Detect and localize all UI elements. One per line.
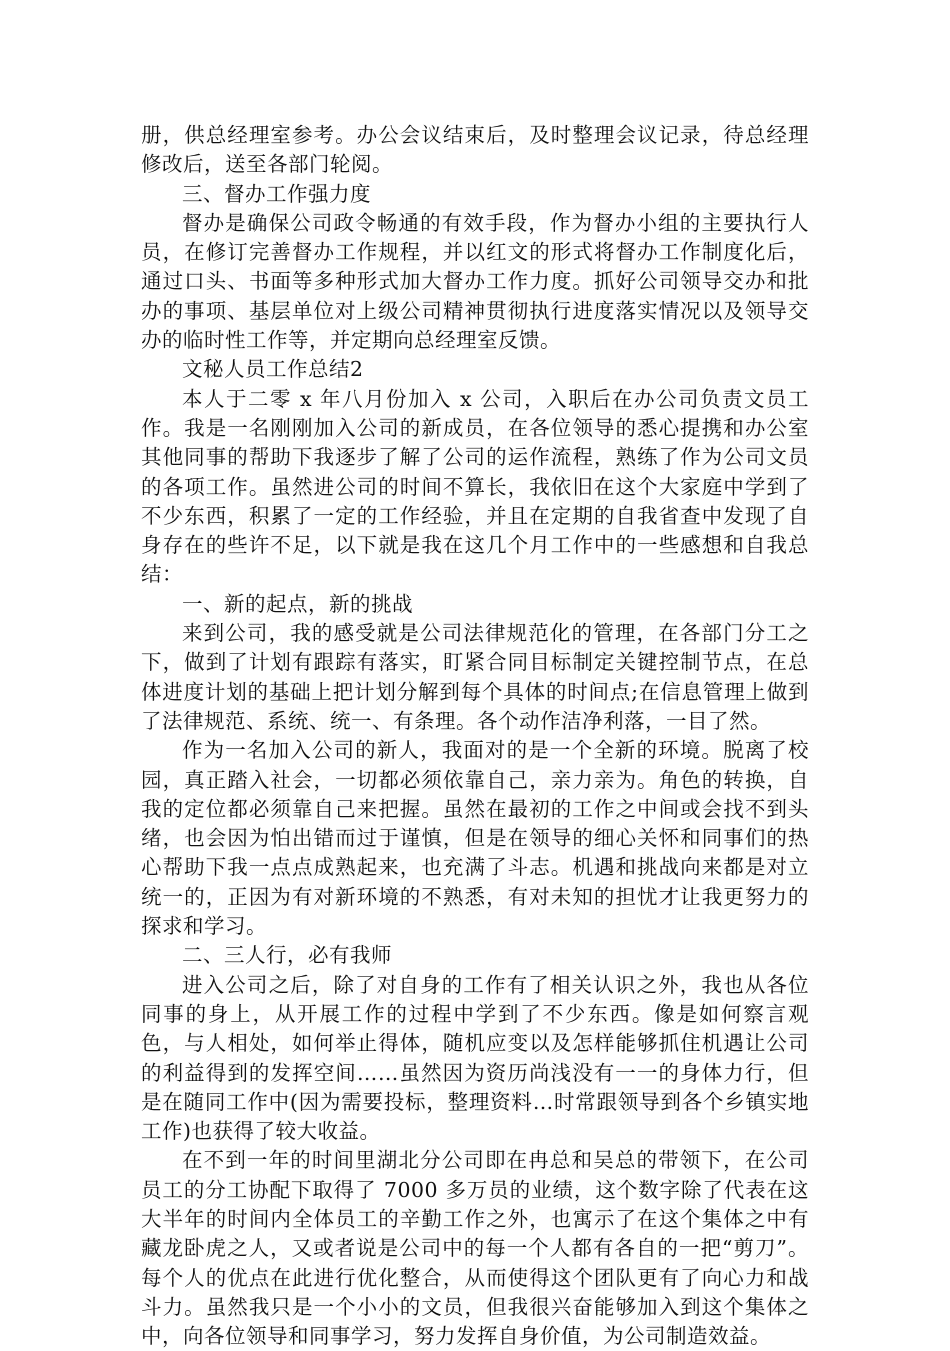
section-heading-supervision: 三、督办工作强力度 [182,181,371,206]
paragraph-continuation: 册，供总经理室参考。办公会议结束后，及时整理会议记录，待总经理修改后，送至各部门轮阅。 [141,123,809,177]
section-heading-new-start: 一、新的起点，新的挑战 [182,591,413,616]
document-body [141,121,809,1351]
paragraph: 来到公司，我的感受就是公司法律规范化的管理，在各部门分工之下，做到了计划有跟踪有落实，盯紧合同目标制定关键控制节点，在总体进度计划的基础上把计划分解到每个具体的时间点;在信息管理上做到了法律规范、系统、统一、有条理。各个动作洁净利落，一目了然。 [141,621,809,733]
paragraph: 督办是确保公司政令畅通的有效手段，作为督办小组的主要执行人员，在修订完善督办工作规程，并以红文的形式将督办工作制度化后，通过口头、书面等多种形式加大督办工作力度。抓好公司领导交办和批办的事项、基层单位对上级公司精神贯彻执行进度落实情况以及领导交办的临时性工作等，并定期向总经理室反馈。 [141,210,809,353]
paragraph: 本人于二零 x 年八月份加入 x 公司，入职后在办公司负责文员工作。我是一名刚刚加入公司的新成员，在各位领导的悉心提携和办公室其他同事的帮助下我逐步了解了公司的运作流程，熟练了作为公司文员的各项工作。虽然进公司的时间不算长，我依旧在这个大家庭中学到了不少东西，积累了一定的工作经验，并且在定期的自我省查中发现了自身存在的些许不足，以下就是我在这几个月工作中的一些感想和自我总结： [141,386,809,587]
paragraph: 在不到一年的时间里湖北分公司即在冉总和吴总的带领下，在公司员工的分工协配下取得了 7000 多万员的业绩，这个数字除了代表在这大半年的时间内全体员工的辛勤工作之外，也寓示了在这个集体之中有藏龙卧虎之人，又或者说是公司中的每一个人都有各自的一把“剪刀”。每个人的优点在此进行优化整合，从而使得这个团队更有了向心力和战斗力。虽然我只是一个小小的文员，但我很兴奋能够加入到这个集体之中，向各位领导和同事学习，努力发挥自身价值，为公司制造效益。 [141,1148,809,1349]
paragraph: 作为一名加入公司的新人，我面对的是一个全新的环境。脱离了校园，真正踏入社会，一切都必须依靠自己，亲力亲为。角色的转换，自我的定位都必须靠自己来把握。虽然在最初的工作之中间或会找不到头绪，也会因为怕出错而过于谨慎，但是在领导的细心关怀和同事们的热心帮助下我一点点成熟起来，也充满了斗志。机遇和挑战向来都是对立统一的，正因为有对新环境的不熟悉，有对未知的担忧才让我更努力的探求和学习。 [141,738,809,939]
paragraph: 进入公司之后，除了对自身的工作有了相关认识之外，我也从各位同事的身上，从开展工作的过程中学到了不少东西。像是如何察言观色，与人相处，如何举止得体，随机应变以及怎样能够抓住机遇让公司的利益得到的发挥空间……虽然因为资历尚浅没有一一的身体力行，但是在随同工作中(因为需要投标，整理资料…时常跟领导到各个乡镇实地工作)也获得了较大收益。 [141,972,809,1144]
section-heading-teachers: 二、三人行，必有我师 [182,943,392,968]
document-subtitle: 文秘人员工作总结2 [182,357,364,382]
